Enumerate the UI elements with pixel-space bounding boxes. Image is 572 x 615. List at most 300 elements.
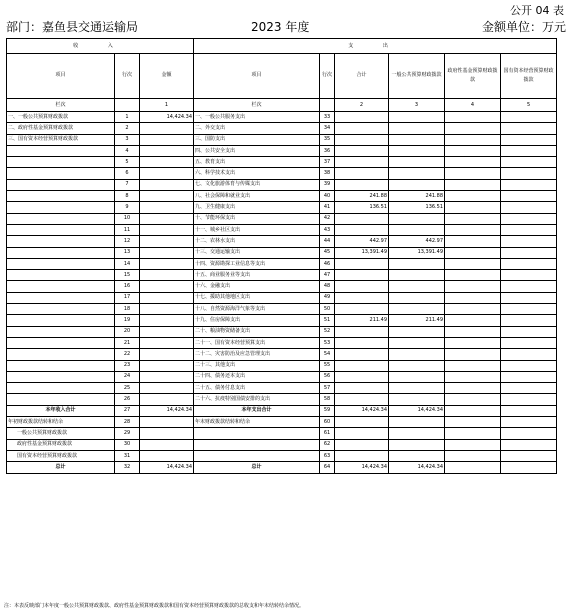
cell-expense-total: 14,424.34	[335, 405, 389, 416]
cell-general-budget	[389, 304, 445, 315]
seq-5: 5	[501, 99, 557, 112]
cell-expense-line: 34	[320, 123, 335, 134]
cell-expense-line: 52	[320, 326, 335, 337]
cell-expense-item: 十一、城乡社区支出	[194, 224, 320, 235]
col-gov-fund: 政府性基金预算财政拨款	[445, 54, 501, 99]
cell-income-item: 三、国有资本经营预算财政拨款	[7, 134, 115, 145]
table-row	[7, 326, 557, 337]
cell-general-budget: 13,391.49	[389, 247, 445, 258]
table-row	[7, 168, 557, 179]
cell-gov-fund	[445, 202, 501, 213]
cell-income-item	[7, 247, 115, 258]
table-row	[7, 383, 557, 394]
cell-gov-fund	[445, 168, 501, 179]
cell-gov-fund	[445, 247, 501, 258]
cell-state-capital	[501, 383, 557, 394]
table-row	[7, 270, 557, 281]
cell-gov-fund	[445, 145, 501, 156]
cell-state-capital	[501, 270, 557, 281]
cell-gov-fund	[445, 349, 501, 360]
cell-state-capital	[501, 428, 557, 439]
cell-gov-fund	[445, 371, 501, 382]
cell-income-item	[7, 213, 115, 224]
cell-income-amount	[140, 304, 194, 315]
cell-gov-fund	[445, 337, 501, 348]
cell-general-budget	[389, 224, 445, 235]
cell-income-line: 20	[115, 326, 140, 337]
cell-income-item	[7, 168, 115, 179]
cell-expense-total	[335, 157, 389, 168]
cell-state-capital	[501, 145, 557, 156]
col-expense-item: 项目	[194, 54, 320, 99]
cell-expense-line: 50	[320, 304, 335, 315]
table-row	[7, 292, 557, 303]
cell-income-line: 27	[115, 405, 140, 416]
cell-income-line: 18	[115, 304, 140, 315]
cell-gov-fund	[445, 417, 501, 428]
column-sequence-row	[7, 99, 557, 112]
cell-state-capital	[501, 360, 557, 371]
cell-expense-item: 十三、交通运输支出	[194, 247, 320, 258]
cell-income-line: 10	[115, 213, 140, 224]
cell-income-line: 21	[115, 337, 140, 348]
cell-general-budget	[389, 439, 445, 450]
income-group-header: 收 入	[7, 39, 194, 54]
cell-expense-item: 四、公共安全支出	[194, 145, 320, 156]
cell-income-amount	[140, 428, 194, 439]
cell-expense-item: 十四、资源勘探工业信息等支出	[194, 258, 320, 269]
cell-state-capital	[501, 281, 557, 292]
cell-state-capital	[501, 258, 557, 269]
cell-expense-item: 二十一、国有资本经营预算支出	[194, 337, 320, 348]
cell-income-amount: 14,424.34	[140, 112, 194, 123]
cell-gov-fund	[445, 326, 501, 337]
cell-expense-line: 36	[320, 145, 335, 156]
cell-general-budget	[389, 179, 445, 190]
cell-state-capital	[501, 405, 557, 416]
seq-2: 2	[335, 99, 389, 112]
cell-income-line: 26	[115, 394, 140, 405]
table-row	[7, 371, 557, 382]
cell-income-item: 国有资本经营预算财政拨款	[7, 450, 115, 461]
expense-group-header: 支 出	[194, 39, 557, 54]
cell-income-amount	[140, 157, 194, 168]
cell-expense-total	[335, 304, 389, 315]
cell-income-amount	[140, 202, 194, 213]
form-number: 公开 04 表	[510, 4, 564, 17]
cell-income-amount	[140, 134, 194, 145]
cell-state-capital	[501, 462, 557, 473]
cell-expense-line: 63	[320, 450, 335, 461]
cell-income-amount	[140, 417, 194, 428]
cell-expense-total	[335, 112, 389, 123]
cell-expense-item: 总计	[194, 462, 320, 473]
cell-general-budget	[389, 168, 445, 179]
cell-general-budget	[389, 360, 445, 371]
cell-income-amount	[140, 213, 194, 224]
cell-expense-line: 42	[320, 213, 335, 224]
cell-state-capital	[501, 439, 557, 450]
seq-4: 4	[445, 99, 501, 112]
cell-income-line: 31	[115, 450, 140, 461]
cell-gov-fund	[445, 179, 501, 190]
cell-income-line: 5	[115, 157, 140, 168]
seq-1: 1	[140, 99, 194, 112]
cell-income-amount	[140, 247, 194, 258]
cell-general-budget	[389, 417, 445, 428]
cell-gov-fund	[445, 360, 501, 371]
cell-income-item	[7, 371, 115, 382]
cell-state-capital	[501, 202, 557, 213]
cell-income-item: 一、一般公共预算财政拨款	[7, 112, 115, 123]
col-expense-total: 合计	[335, 54, 389, 99]
cell-expense-item: 二十五、债务付息支出	[194, 383, 320, 394]
cell-general-budget: 442.97	[389, 236, 445, 247]
cell-income-amount	[140, 337, 194, 348]
cell-expense-total: 14,424.34	[335, 462, 389, 473]
cell-general-budget	[389, 450, 445, 461]
cell-income-line: 15	[115, 270, 140, 281]
cell-income-line: 3	[115, 134, 140, 145]
cell-gov-fund	[445, 191, 501, 202]
cell-expense-total: 442.97	[335, 236, 389, 247]
cell-gov-fund	[445, 134, 501, 145]
cell-income-line: 8	[115, 191, 140, 202]
cell-general-budget: 241.88	[389, 191, 445, 202]
cell-state-capital	[501, 394, 557, 405]
col-general-budget: 一般公共预算财政拨款	[389, 54, 445, 99]
cell-gov-fund	[445, 405, 501, 416]
cell-income-amount	[140, 258, 194, 269]
cell-income-amount	[140, 439, 194, 450]
table-row	[7, 145, 557, 156]
cell-income-line: 7	[115, 179, 140, 190]
cell-expense-total	[335, 258, 389, 269]
cell-expense-line: 44	[320, 236, 335, 247]
cell-income-line: 9	[115, 202, 140, 213]
cell-income-amount	[140, 360, 194, 371]
cell-general-budget	[389, 292, 445, 303]
department-label: 部门：嘉鱼县交通运输局	[6, 19, 139, 34]
cell-expense-item: 年末财政拨款结转和结余	[194, 417, 320, 428]
cell-income-item	[7, 236, 115, 247]
cell-income-amount	[140, 315, 194, 326]
table-row	[7, 281, 557, 292]
cell-expense-total	[335, 450, 389, 461]
cell-expense-line: 37	[320, 157, 335, 168]
cell-expense-item: 二十六、抗疫特别国债安排的支出	[194, 394, 320, 405]
seq-empty	[115, 99, 140, 112]
cell-expense-line: 62	[320, 439, 335, 450]
cell-expense-line: 54	[320, 349, 335, 360]
cell-state-capital	[501, 224, 557, 235]
cell-income-amount: 14,424.34	[140, 405, 194, 416]
cell-state-capital	[501, 134, 557, 145]
cell-income-item: 一般公共预算财政拨款	[7, 428, 115, 439]
table-row	[7, 428, 557, 439]
group-header-row	[7, 39, 557, 54]
cell-gov-fund	[445, 157, 501, 168]
col-expense-line: 行次	[320, 54, 335, 99]
table-row	[7, 315, 557, 326]
cell-expense-total	[335, 213, 389, 224]
cell-income-item	[7, 383, 115, 394]
cell-state-capital	[501, 371, 557, 382]
cell-state-capital	[501, 304, 557, 315]
table-row	[7, 123, 557, 134]
table-row	[7, 191, 557, 202]
cell-gov-fund	[445, 439, 501, 450]
table-row	[7, 349, 557, 360]
cell-expense-line: 41	[320, 202, 335, 213]
cell-income-line: 30	[115, 439, 140, 450]
cell-expense-total	[335, 439, 389, 450]
cell-expense-line: 64	[320, 462, 335, 473]
cell-expense-line: 61	[320, 428, 335, 439]
cell-expense-total	[335, 417, 389, 428]
cell-expense-item: 十、节能环保支出	[194, 213, 320, 224]
cell-income-line: 14	[115, 258, 140, 269]
cell-expense-total	[335, 224, 389, 235]
cell-gov-fund	[445, 383, 501, 394]
cell-income-amount	[140, 450, 194, 461]
cell-gov-fund	[445, 450, 501, 461]
cell-income-line: 11	[115, 224, 140, 235]
cell-expense-total	[335, 360, 389, 371]
cell-gov-fund	[445, 304, 501, 315]
cell-expense-line: 46	[320, 258, 335, 269]
cell-income-item	[7, 315, 115, 326]
cell-expense-total	[335, 349, 389, 360]
cell-expense-item: 五、教育支出	[194, 157, 320, 168]
cell-state-capital	[501, 157, 557, 168]
cell-expense-total	[335, 428, 389, 439]
cell-income-amount: 14,424.34	[140, 462, 194, 473]
cell-general-budget	[389, 394, 445, 405]
cell-expense-line: 40	[320, 191, 335, 202]
cell-expense-line: 60	[320, 417, 335, 428]
cell-income-amount	[140, 270, 194, 281]
cell-state-capital	[501, 168, 557, 179]
cell-income-item	[7, 292, 115, 303]
cell-income-line: 24	[115, 371, 140, 382]
cell-income-line: 22	[115, 349, 140, 360]
cell-expense-item: 七、文化旅游体育与传媒支出	[194, 179, 320, 190]
cell-gov-fund	[445, 315, 501, 326]
table-row	[7, 439, 557, 450]
cell-expense-line: 58	[320, 394, 335, 405]
cell-income-item: 本年收入合计	[7, 405, 115, 416]
cell-expense-line: 43	[320, 224, 335, 235]
cell-expense-item: 二十二、灾害防治及应急管理支出	[194, 349, 320, 360]
cell-expense-item: 二十、粮油物资储备支出	[194, 326, 320, 337]
cell-general-budget	[389, 337, 445, 348]
cell-expense-item: 九、卫生健康支出	[194, 202, 320, 213]
cell-gov-fund	[445, 270, 501, 281]
cell-expense-total: 136.51	[335, 202, 389, 213]
table-row	[7, 417, 557, 428]
cell-income-line: 13	[115, 247, 140, 258]
cell-income-amount	[140, 168, 194, 179]
cell-state-capital	[501, 326, 557, 337]
cell-income-amount	[140, 371, 194, 382]
cell-expense-line: 59	[320, 405, 335, 416]
cell-gov-fund	[445, 281, 501, 292]
table-row	[7, 202, 557, 213]
cell-gov-fund	[445, 224, 501, 235]
cell-expense-item: 十五、商业服务业等支出	[194, 270, 320, 281]
cell-expense-item	[194, 428, 320, 439]
cell-income-amount	[140, 394, 194, 405]
cell-gov-fund	[445, 213, 501, 224]
table-row	[7, 304, 557, 315]
cell-expense-total: 241.88	[335, 191, 389, 202]
cell-income-item	[7, 304, 115, 315]
cell-expense-total	[335, 292, 389, 303]
cell-expense-item: 六、科学技术支出	[194, 168, 320, 179]
cell-income-line: 25	[115, 383, 140, 394]
cell-expense-item: 二、外交支出	[194, 123, 320, 134]
table-row	[7, 247, 557, 258]
cell-expense-line: 48	[320, 281, 335, 292]
cell-expense-item: 二十三、其他支出	[194, 360, 320, 371]
cell-expense-line: 45	[320, 247, 335, 258]
table-row	[7, 134, 557, 145]
cell-income-amount	[140, 191, 194, 202]
cell-income-amount	[140, 236, 194, 247]
amount-unit: 金额单位：万元	[481, 19, 566, 34]
cell-income-item	[7, 145, 115, 156]
table-row	[7, 112, 557, 123]
table-footnote: 注：本表反映部门本年度一般公共预算财政拨款、政府性基金预算财政拨款和国有资本经营预算财政拨款的总收支和年末结转结余情况。	[4, 603, 305, 609]
cell-income-line: 2	[115, 123, 140, 134]
cell-income-item	[7, 360, 115, 371]
cell-gov-fund	[445, 292, 501, 303]
cell-expense-total: 13,391.49	[335, 247, 389, 258]
cell-general-budget	[389, 281, 445, 292]
fiscal-revenue-expenditure-table	[6, 38, 557, 474]
cell-income-item	[7, 281, 115, 292]
cell-expense-item: 十九、住房保障支出	[194, 315, 320, 326]
cell-income-line: 1	[115, 112, 140, 123]
cell-state-capital	[501, 123, 557, 134]
cell-expense-total	[335, 123, 389, 134]
cell-income-line: 12	[115, 236, 140, 247]
cell-gov-fund	[445, 123, 501, 134]
seq-empty	[320, 99, 335, 112]
cell-expense-total	[335, 168, 389, 179]
cell-income-item: 年初财政拨款结转和结余	[7, 417, 115, 428]
cell-expense-total	[335, 270, 389, 281]
cell-income-line: 4	[115, 145, 140, 156]
seq-3: 3	[389, 99, 445, 112]
cell-general-budget: 14,424.34	[389, 462, 445, 473]
cell-state-capital	[501, 112, 557, 123]
cell-expense-item: 十二、农林水支出	[194, 236, 320, 247]
cell-general-budget	[389, 383, 445, 394]
table-row	[7, 405, 557, 416]
cell-general-budget	[389, 157, 445, 168]
col-income-amount: 金额	[140, 54, 194, 99]
cell-expense-line: 51	[320, 315, 335, 326]
cell-general-budget	[389, 134, 445, 145]
cell-expense-total	[335, 383, 389, 394]
cell-income-amount	[140, 179, 194, 190]
cell-income-amount	[140, 326, 194, 337]
cell-expense-total	[335, 337, 389, 348]
table-row	[7, 236, 557, 247]
cell-expense-total	[335, 179, 389, 190]
cell-income-amount	[140, 123, 194, 134]
cell-expense-line: 35	[320, 134, 335, 145]
cell-gov-fund	[445, 236, 501, 247]
cell-expense-item	[194, 450, 320, 461]
table-row	[7, 462, 557, 473]
cell-income-line: 17	[115, 292, 140, 303]
cell-general-budget: 211.49	[389, 315, 445, 326]
cell-income-item: 总计	[7, 462, 115, 473]
cell-income-amount	[140, 349, 194, 360]
cell-expense-item: 八、社会保障和就业支出	[194, 191, 320, 202]
cell-state-capital	[501, 417, 557, 428]
cell-income-line: 23	[115, 360, 140, 371]
cell-income-amount	[140, 383, 194, 394]
seq-expense-label: 栏次	[194, 99, 320, 112]
cell-general-budget	[389, 258, 445, 269]
fiscal-year: 2023 年度	[251, 19, 310, 34]
table-row	[7, 213, 557, 224]
cell-income-item	[7, 224, 115, 235]
table-row	[7, 450, 557, 461]
cell-general-budget	[389, 428, 445, 439]
cell-general-budget: 136.51	[389, 202, 445, 213]
cell-income-item: 政府性基金预算财政拨款	[7, 439, 115, 450]
col-state-capital: 国有资本经营预算财政拨款	[501, 54, 557, 99]
cell-gov-fund	[445, 428, 501, 439]
cell-state-capital	[501, 236, 557, 247]
cell-expense-total	[335, 281, 389, 292]
cell-income-item	[7, 179, 115, 190]
cell-expense-line: 49	[320, 292, 335, 303]
cell-income-item	[7, 337, 115, 348]
cell-expense-item: 一、一般公共服务支出	[194, 112, 320, 123]
cell-state-capital	[501, 349, 557, 360]
cell-expense-line: 53	[320, 337, 335, 348]
cell-general-budget	[389, 123, 445, 134]
cell-expense-item: 十七、援助其他地区支出	[194, 292, 320, 303]
cell-expense-item: 十六、金融支出	[194, 281, 320, 292]
cell-income-line: 32	[115, 462, 140, 473]
table-row	[7, 224, 557, 235]
cell-income-item	[7, 191, 115, 202]
cell-expense-item	[194, 439, 320, 450]
table-row	[7, 157, 557, 168]
table-row	[7, 179, 557, 190]
cell-income-amount	[140, 224, 194, 235]
cell-general-budget	[389, 112, 445, 123]
cell-income-item	[7, 258, 115, 269]
cell-income-item	[7, 349, 115, 360]
col-income-line: 行次	[115, 54, 140, 99]
cell-gov-fund	[445, 462, 501, 473]
cell-state-capital	[501, 247, 557, 258]
cell-expense-total	[335, 394, 389, 405]
cell-expense-line: 55	[320, 360, 335, 371]
cell-gov-fund	[445, 258, 501, 269]
cell-expense-item: 十八、自然资源海洋气象等支出	[194, 304, 320, 315]
cell-income-line: 6	[115, 168, 140, 179]
seq-income-label: 栏次	[7, 99, 115, 112]
